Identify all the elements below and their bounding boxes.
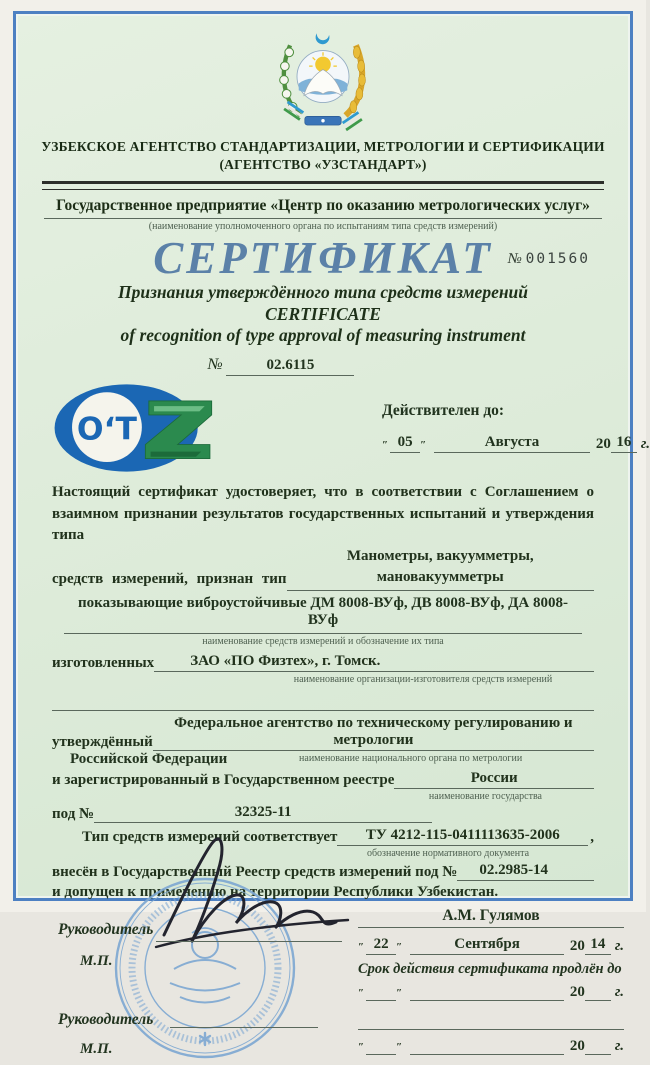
valid-year: 16 xyxy=(611,434,637,453)
manufactured-label: изготовленных xyxy=(52,655,155,672)
registered-country-value: России xyxy=(394,770,594,789)
approved-authority-value: Федеральное агентство по техническому регулированию и метрологии xyxy=(153,715,594,751)
conformity-comma: , xyxy=(590,829,594,846)
issue-year-suffix: г. xyxy=(614,937,624,954)
open-quote: ″ xyxy=(358,940,365,953)
signature-right-column xyxy=(358,907,624,1055)
signature-line-1 xyxy=(156,909,342,942)
signature-section xyxy=(52,906,624,1065)
head-name-blank-line xyxy=(358,1013,624,1030)
statement-line2: взаимном признании результатов государственных испытаний и утверждения типа xyxy=(52,505,594,543)
mp-label-2: М.П. xyxy=(80,1040,113,1057)
uzbekistan-coat-of-arms-icon xyxy=(277,28,369,132)
statement-line3 xyxy=(52,546,594,591)
second-day-blank xyxy=(366,1053,396,1055)
under-number-label: под № xyxy=(52,806,95,823)
prolong-day-blank xyxy=(366,999,396,1001)
agency-name-line1: УЗБЕКСКОЕ АГЕНТСТВО СТАНДАРТИЗАЦИИ, МЕТРОЛОГИИ И СЕРТИФИКАЦИИ xyxy=(41,139,605,154)
registration-number-row xyxy=(52,804,594,823)
certificate-serial xyxy=(508,251,590,268)
instrument-models-value: показывающие виброустойчивые ДМ 8008-ВУф, ДВ 8008-ВУф, ДА 8008-ВУф xyxy=(64,595,582,634)
serial-number-value: 001560 xyxy=(525,250,590,267)
logo-text: O‘T xyxy=(76,411,137,448)
state-registry-label: внесён в Государственный Реестр средств измерений под № xyxy=(52,863,458,880)
prolong-year-suffix: г. xyxy=(614,983,624,1000)
valid-year-suffix: г. xyxy=(640,436,650,453)
certificate-number-row xyxy=(0,356,564,376)
approved-continuation-row xyxy=(52,751,594,768)
manufacturer-row xyxy=(52,653,594,672)
valid-month: Августа xyxy=(434,434,590,453)
second-date-row xyxy=(358,1038,624,1055)
mp-label-1: М.П. xyxy=(80,952,113,969)
valid-day: 05 xyxy=(390,434,420,453)
issue-month: Сентября xyxy=(410,936,564,955)
instrument-type-caption: наименование средств измерений и обозначение их типа xyxy=(202,635,444,647)
prolong-month-blank xyxy=(410,999,564,1001)
prolong-date-row xyxy=(358,984,624,1001)
agency-name-line2: (АГЕНТСТВО «УЗСТАНДАРТ») xyxy=(219,157,427,173)
issue-date-row xyxy=(358,936,624,955)
close-quote: ″ xyxy=(396,940,403,953)
close-quote: ″ xyxy=(396,986,403,999)
certificate-title-ru: СЕРТИФИКАТ xyxy=(153,232,493,283)
issue-day: 22 xyxy=(366,936,396,955)
manufacturer-value: ЗАО «ПО Физтех», г. Томск. xyxy=(154,653,594,672)
valid-until-date xyxy=(382,434,650,453)
close-quote: ″ xyxy=(420,439,427,452)
serial-number-sign: № xyxy=(507,250,522,267)
approved-label: утверждённый xyxy=(52,733,153,750)
header-divider xyxy=(42,181,604,190)
instrument-type-value: Манометры, вакуумметры, мановакуумметры xyxy=(287,546,594,591)
certificate-frame xyxy=(13,11,650,1057)
statement-paragraph xyxy=(52,482,594,590)
certificate-number-sign: № xyxy=(207,356,223,374)
under-number-value: 32325-11 xyxy=(94,804,432,823)
head-label-2: Руководитель xyxy=(58,1010,154,1028)
prolong-label: Срок действия сертификата продлён до xyxy=(358,960,622,977)
issue-year: 14 xyxy=(585,936,611,955)
issuer-caption: (наименование уполномоченного органа по испытаниям типа средств измерений) xyxy=(148,221,498,233)
open-quote: ″ xyxy=(358,986,365,999)
approved-authority-continuation: Российской Федерации xyxy=(70,750,228,767)
approved-row xyxy=(52,715,594,751)
prolong-year-blank xyxy=(585,999,611,1001)
valid-until-block xyxy=(382,402,650,453)
certificate-title-en: CERTIFICATE xyxy=(265,303,381,324)
registered-caption: наименование государства xyxy=(428,790,542,802)
valid-century: 20 xyxy=(595,436,611,453)
title-block xyxy=(40,232,606,283)
certificate-subtitle-ru: Признания утверждённого типа средств измерений xyxy=(117,282,529,303)
issuer-name: Государственное предприятие «Центр по оказанию метрологических услуг» xyxy=(44,197,602,219)
territory-statement: и допущен к применению на территории Республики Узбекистан. xyxy=(52,883,499,900)
second-century: 20 xyxy=(569,1037,585,1054)
state-registry-number-value: 02.2985-14 xyxy=(457,862,594,881)
head-label-1: Руководитель xyxy=(58,920,154,938)
approved-caption: наименование национального органа по метрологии xyxy=(299,752,523,764)
second-year-blank xyxy=(585,1053,611,1055)
prolong-century: 20 xyxy=(569,983,585,1000)
close-quote: ″ xyxy=(396,1040,403,1053)
statement-line1: Настоящий сертификат удостоверяет, что в соответствии с Соглашением о xyxy=(52,484,594,501)
recognized-type-label: средств измерений, признан тип xyxy=(52,571,287,588)
conformity-label: Тип средств измерений соответствует xyxy=(82,829,338,846)
conformity-document-value: ТУ 4212-115-0411113635-2006 xyxy=(337,827,588,846)
head-name-value: А.М. Гулямов xyxy=(358,907,624,928)
signature-line-2 xyxy=(170,999,318,1028)
manufacturer-caption: наименование организации-изготовителя средств измерений xyxy=(293,674,553,686)
open-quote: ″ xyxy=(382,439,389,452)
issue-century: 20 xyxy=(569,937,585,954)
uzstandart-type-approval-mark-icon xyxy=(48,380,220,476)
second-month-blank xyxy=(410,1053,564,1055)
registered-row xyxy=(52,770,594,789)
second-year-suffix: г. xyxy=(614,1037,624,1054)
valid-until-label: Действителен до: xyxy=(382,402,505,420)
registered-label: и зарегистрированный в Государственном реестре xyxy=(52,771,395,788)
open-quote: ″ xyxy=(358,1040,365,1053)
certificate-subtitle-en: of recognition of type approval of measuring instrument xyxy=(120,324,526,345)
logo-valid-row xyxy=(40,380,650,480)
blank-ruled-line xyxy=(52,696,594,711)
conformity-caption: обозначение нормативного документа xyxy=(366,848,530,860)
certificate-number-value: 02.6115 xyxy=(226,357,354,376)
